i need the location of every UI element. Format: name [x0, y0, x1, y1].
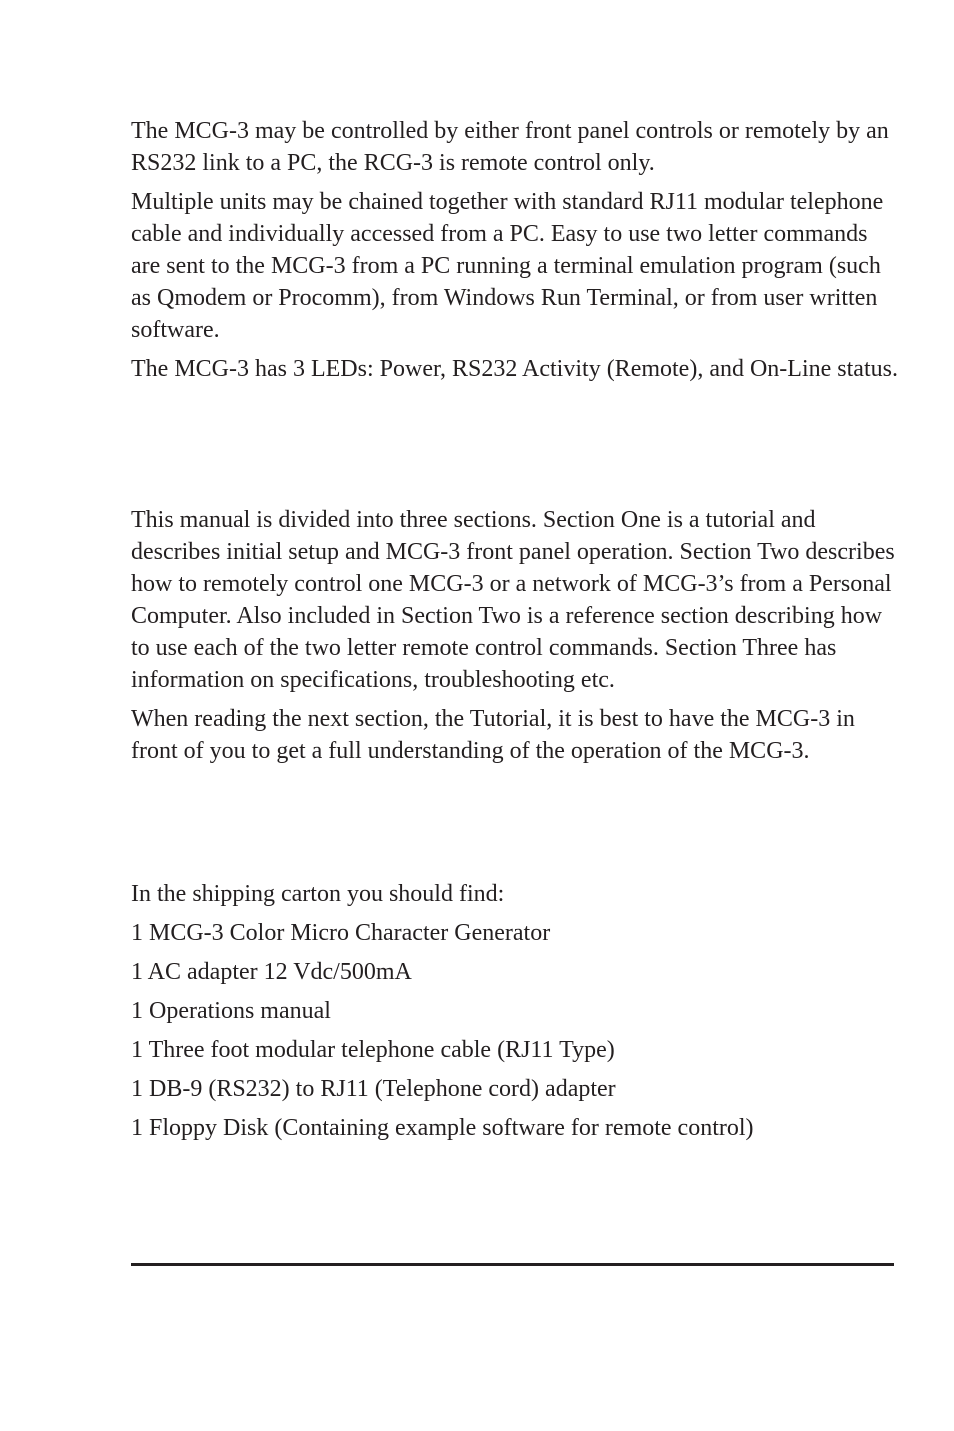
shipping-item: 1 Operations manual	[131, 998, 331, 1024]
shipping-item: 1 MCG-3 Color Micro Character Generator	[131, 920, 551, 946]
shipping-item: 1 Floppy Disk (Containing example software for remote control)	[131, 1115, 754, 1141]
horizontal-rule	[131, 1263, 894, 1266]
page-content	[131, 115, 901, 1151]
manual-overview-section	[131, 504, 901, 767]
overview-paragraph-1: This manual is divided into three sections. Section One is a tutorial and describes initial setup and MCG-3 front panel operation. Section Two describes how to remotely control one MCG-3 or a network of MCG-3’s from a Personal Computer. Also included in Section Two is a reference section describing how to use each of the two letter remote control commands. Section Three has information on specifications, troubleshooting etc.	[131, 507, 895, 693]
shipping-section	[131, 878, 901, 1144]
shipping-intro: In the shipping carton you should find:	[131, 881, 505, 907]
shipping-item: 1 DB-9 (RS232) to RJ11 (Telephone cord) adapter	[131, 1076, 616, 1102]
shipping-item: 1 Three foot modular telephone cable (RJ11 Type)	[131, 1037, 615, 1063]
shipping-item: 1 AC adapter 12 Vdc/500mA	[131, 959, 412, 985]
overview-paragraph-2: When reading the next section, the Tutorial, it is best to have the MCG-3 in front of you to get a full understanding of the operation of the MCG-3.	[131, 706, 855, 764]
intro-section	[131, 115, 901, 385]
intro-paragraph-3: The MCG-3 has 3 LEDs: Power, RS232 Activity (Remote), and On-Line status.	[131, 356, 898, 382]
intro-paragraph-1: The MCG-3 may be controlled by either front panel controls or remotely by an RS232 link to a PC, the RCG-3 is remote control only.	[131, 118, 889, 176]
intro-paragraph-2: Multiple units may be chained together with standard RJ11 modular telephone cable and individually accessed from a PC. Easy to use two letter commands are sent to the MCG-3 from a PC running a terminal emulation program (such as Qmodem or Procomm), from Windows Run Terminal, or from user written software.	[131, 189, 884, 343]
